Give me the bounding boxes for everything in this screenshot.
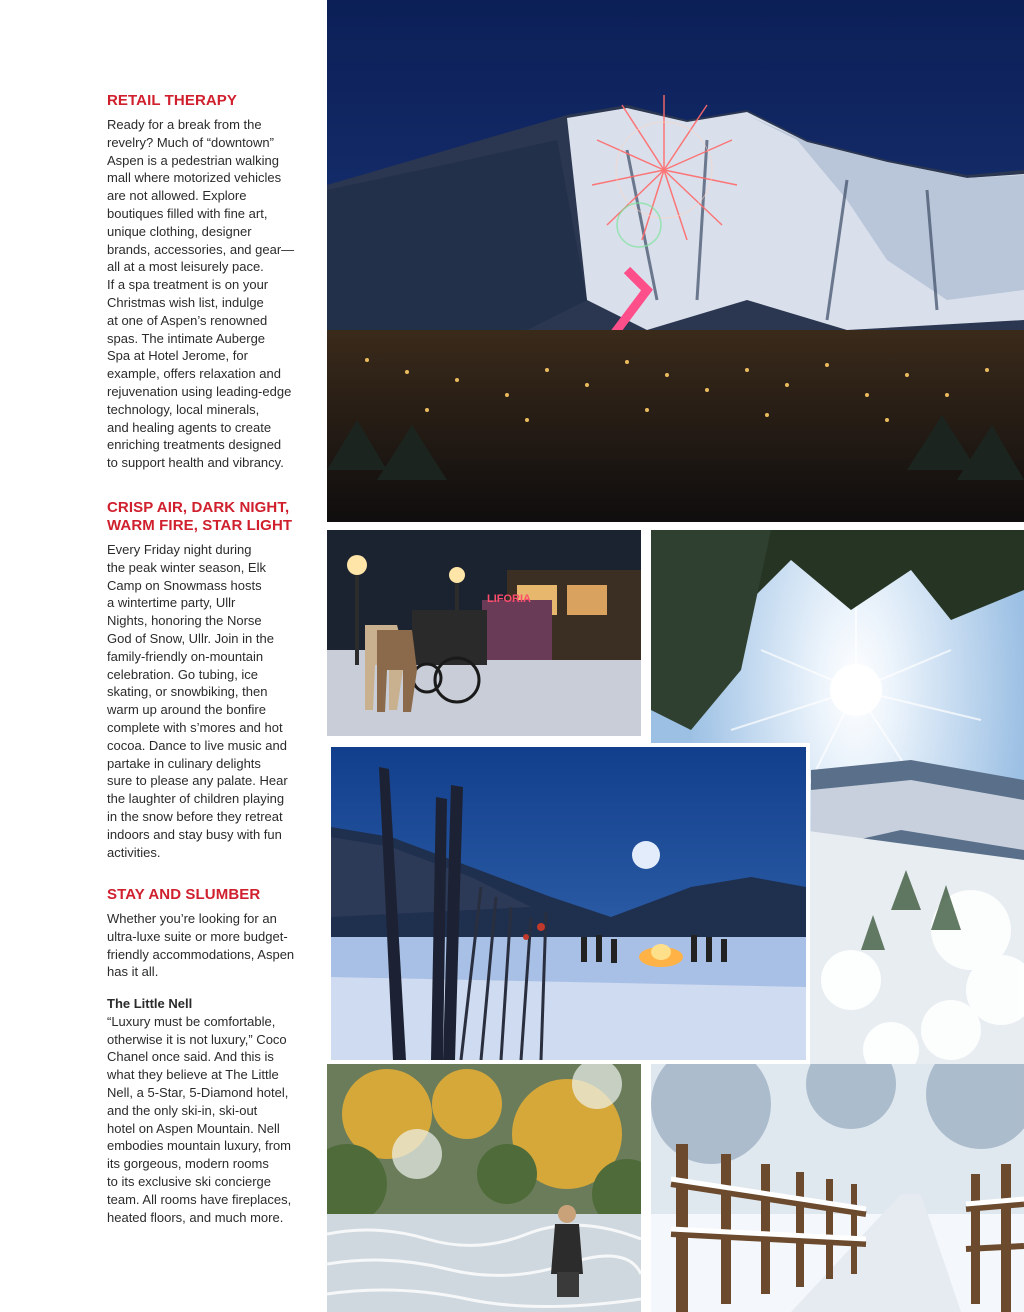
body-retail-therapy [107, 116, 312, 472]
text-line: indoors and stay busy with fun [107, 826, 282, 842]
subheading-little-nell: The Little Nell [107, 996, 193, 1011]
text-line: unique clothing, designer [107, 223, 252, 239]
text-line: Every Friday night during [107, 542, 252, 557]
text-line: Whether you’re looking for an [107, 911, 277, 926]
body-stay-and-slumber [107, 910, 312, 981]
text-line: technology, local minerals, [107, 401, 260, 417]
text-line: skating, or snowbiking, then [107, 684, 268, 700]
text-line: cocoa. Dance to live music and [107, 737, 287, 753]
text-line: hotel on Aspen Mountain. Nell [107, 1120, 280, 1136]
text-line: Ready for a break from the [107, 117, 262, 132]
text-line: the laughter of children playing [107, 791, 285, 807]
text-line: heated floors, and much more. [107, 1209, 284, 1225]
text-line: ultra-luxe suite or more budget- [107, 928, 288, 944]
text-line: celebration. Go tubing, ice [107, 666, 259, 682]
text-line: has it all. [107, 964, 159, 980]
text-line: its gorgeous, modern rooms [107, 1156, 269, 1172]
heading-crisp-line2: WARM FIRE, STAR LIGHT [107, 517, 293, 534]
text-line: boutiques filled with fine art, [107, 205, 268, 221]
text-line: Nights, honoring the Norse [107, 613, 262, 629]
text-line: “Luxury must be comfortable, [107, 1013, 276, 1029]
section-retail-therapy [107, 92, 312, 472]
text-line: sure to please any palate. Hear [107, 773, 288, 789]
photo-horse-carriage [327, 530, 641, 736]
heading-retail-therapy: RETAIL THERAPY [107, 92, 238, 109]
photo-snowy-fence-path [651, 1064, 1024, 1312]
text-line: Aspen is a pedestrian walking [107, 152, 279, 168]
text-line: Nell, a 5-Star, 5-Diamond hotel, [107, 1084, 289, 1100]
photo-skis-bonfire-night [327, 743, 810, 1064]
text-line: example, offers relaxation and [107, 366, 281, 382]
text-line: activities. [107, 844, 161, 860]
text-line: If a spa treatment is on your [107, 277, 269, 293]
section-little-nell [107, 995, 312, 1226]
text-line: warm up around the bonfire [107, 702, 266, 718]
text-line: Christmas wish list, indulge [107, 294, 264, 310]
text-line: what they believe at The Little [107, 1067, 279, 1083]
section-crisp-air [107, 499, 312, 861]
section-stay-and-slumber [107, 886, 312, 981]
text-line: mall where motorized vehicles [107, 170, 282, 186]
body-little-nell [107, 1013, 312, 1227]
text-line: in the snow before they retreat [107, 808, 283, 824]
text-line: Chanel once said. And this is [107, 1049, 274, 1065]
heading-stay-and-slumber: STAY AND SLUMBER [107, 886, 261, 903]
text-line: Camp on Snowmass hosts [107, 577, 262, 593]
text-line: all at a most leisurely pace. [107, 259, 264, 275]
text-line: complete with s’mores and hot [107, 719, 283, 735]
text-line: and the only ski-in, ski-out [107, 1102, 258, 1118]
text-line: to its exclusive ski concierge [107, 1173, 272, 1189]
text-line: revelry? Much of “downtown” [107, 134, 274, 150]
text-line: rejuvenation using leading-edge [107, 383, 292, 399]
photo-aspen-fireworks-night [327, 0, 1024, 522]
text-line: God of Snow, Ullr. Join in the [107, 630, 274, 646]
text-line: are not allowed. Explore [107, 188, 247, 204]
text-line: brands, accessories, and gear— [107, 241, 295, 257]
text-line: at one of Aspen’s renowned [107, 312, 268, 328]
body-crisp-air [107, 541, 312, 861]
text-line: family-friendly on-mountain [107, 648, 264, 664]
text-line: a wintertime party, Ullr [107, 595, 236, 611]
heading-crisp-air [107, 499, 312, 535]
heading-crisp-line1: CRISP AIR, DARK NIGHT, [107, 499, 290, 516]
photo-river-fly-fishing [327, 1064, 641, 1312]
text-line: friendly accommodations, Aspen [107, 946, 295, 962]
text-line: to support health and vibrancy. [107, 455, 284, 471]
text-line: Spa at Hotel Jerome, for [107, 348, 248, 364]
text-line: otherwise it is not luxury,” Coco [107, 1031, 287, 1047]
text-line: the peak winter season, Elk [107, 559, 266, 575]
carriage-sign-text: LIFORIA [487, 593, 531, 605]
text-line: team. All rooms have fireplaces, [107, 1191, 292, 1207]
text-line: partake in culinary delights [107, 755, 261, 771]
text-line: and healing agents to create [107, 419, 272, 435]
text-line: enriching treatments designed [107, 437, 282, 453]
text-line: embodies mountain luxury, from [107, 1138, 292, 1154]
text-line: spas. The intimate Auberge [107, 330, 266, 346]
